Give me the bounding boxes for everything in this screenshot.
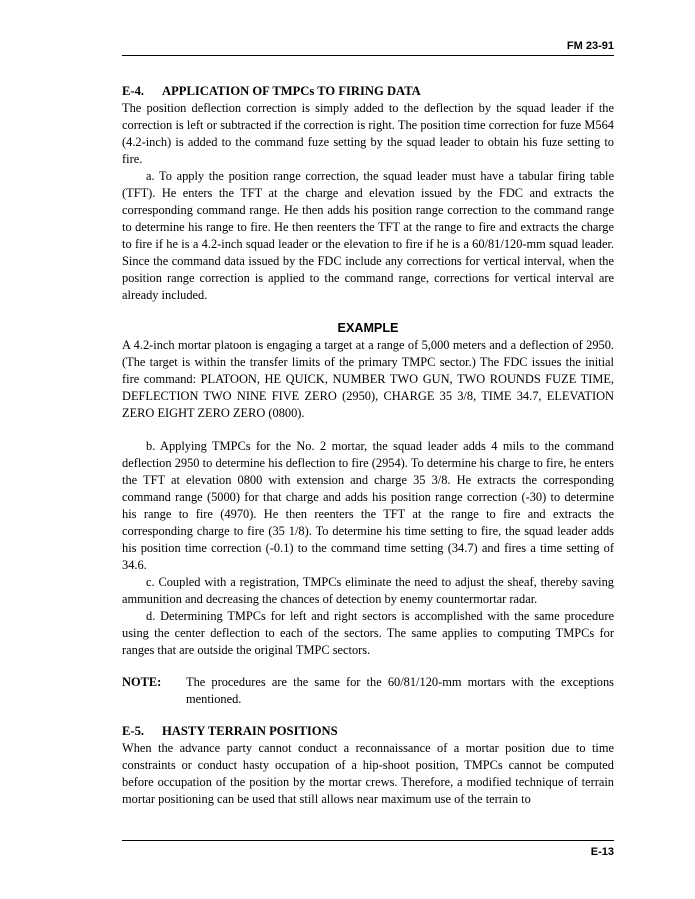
note-label: NOTE: xyxy=(122,675,162,689)
paragraph-c: c. Coupled with a registration, TMPCs eliminate the need to adjust the sheaf, thereby saving ammunition and decreasing the chances of detection by enemy countermortar radar. xyxy=(122,575,614,606)
example-title: EXAMPLE xyxy=(337,321,399,335)
section-e4-title: APPLICATION OF TMPCs TO FIRING DATA xyxy=(162,84,421,98)
section-e5-title: HASTY TERRAIN POSITIONS xyxy=(162,724,338,738)
footer-rule xyxy=(122,840,614,841)
header-rule xyxy=(122,55,614,56)
section-e5-intro: When the advance party cannot conduct a reconnaissance of a mortar position due to time constraints or conduct hasty occupation of a hip-shoot position, TMPCs cannot be computed before occupation of the position by the mortar crews. Therefore, a modified technique of terrain mortar positioning can be used that still allows near maximum use of the terrain to xyxy=(122,741,614,806)
example-text: A 4.2-inch mortar platoon is engaging a target at a range of 5,000 meters and a deflection of 2950. (The target is within the transfer limits of the primary TMPC sector.) The FDC issues the initial fire command: PLATOON, HE QUICK, NUMBER TWO GUN, TWO ROUNDS FUZE TIME, DEFLECTION TWO NINE FIVE ZERO (2950), CHARGE 35 3/8, TIME 34.7, ELEVATION ZERO EIGHT ZERO ZERO (0800). xyxy=(122,338,614,420)
page-body xyxy=(122,83,614,808)
note-block xyxy=(122,674,614,708)
section-e4-heading xyxy=(122,83,614,100)
paragraph-d: d. Determining TMPCs for left and right sectors is accomplished with the same procedure using the center deflection to each of the sectors. The same applies to computing TMPCs for ranges that are outside the original TMPC sectors. xyxy=(122,609,614,657)
manual-number: FM 23-91 xyxy=(566,40,614,52)
section-e5-number: E-5. xyxy=(122,724,145,738)
paragraph-b: b. Applying TMPCs for the No. 2 mortar, the squad leader adds 4 mils to the command deflection 2950 to determine his deflection to fire (2954). To determine his charge to fire, he enters the TFT at elevation 0800 with extension and charge 35 3/8. He extracts the corresponding command range (5000) for that charge and adds his position range correction (-30) to determine his range to fire (4970). He then reenters the TFT at the range to fire and extracts the corresponding charge to fire (35 1/8). To determine his time setting to fire, the squad leader adds his position time correction (-0.1) to the command time setting (34.7) and fires a time setting of 34.6. xyxy=(122,439,614,572)
section-e5-heading xyxy=(122,723,614,740)
page-number: E-13 xyxy=(590,846,614,858)
paragraph-a: a. To apply the position range correction, the squad leader must have a tabular firing table (TFT). He enters the TFT at the charge and elevation issued by the FDC and extracts the corresponding command range. He then adds his position range correction to the command range to determine his range to fire. He then reenters the TFT at the range to fire and extracts the charge to fire if he is a 4.2-inch squad leader or the elevation to fire if he is a 60/81/120-mm squad leader. Since the command data issued by the FDC include any corrections for vertical interval, when the position range correction is applied to the command range, corrections for vertical interval are already included. xyxy=(122,169,614,302)
note-text: The procedures are the same for the 60/81/120-mm mortars with the exceptions mentioned. xyxy=(186,675,614,706)
section-e4-intro: The position deflection correction is simply added to the deflection by the squad leader if the correction is left or subtracted if the correction is right. The position time correction for fuze M564 (4.2-inch) is added to the command fuze setting by the squad leader to obtain his fuze setting to fire. xyxy=(122,101,614,166)
section-e4-number: E-4. xyxy=(122,84,145,98)
